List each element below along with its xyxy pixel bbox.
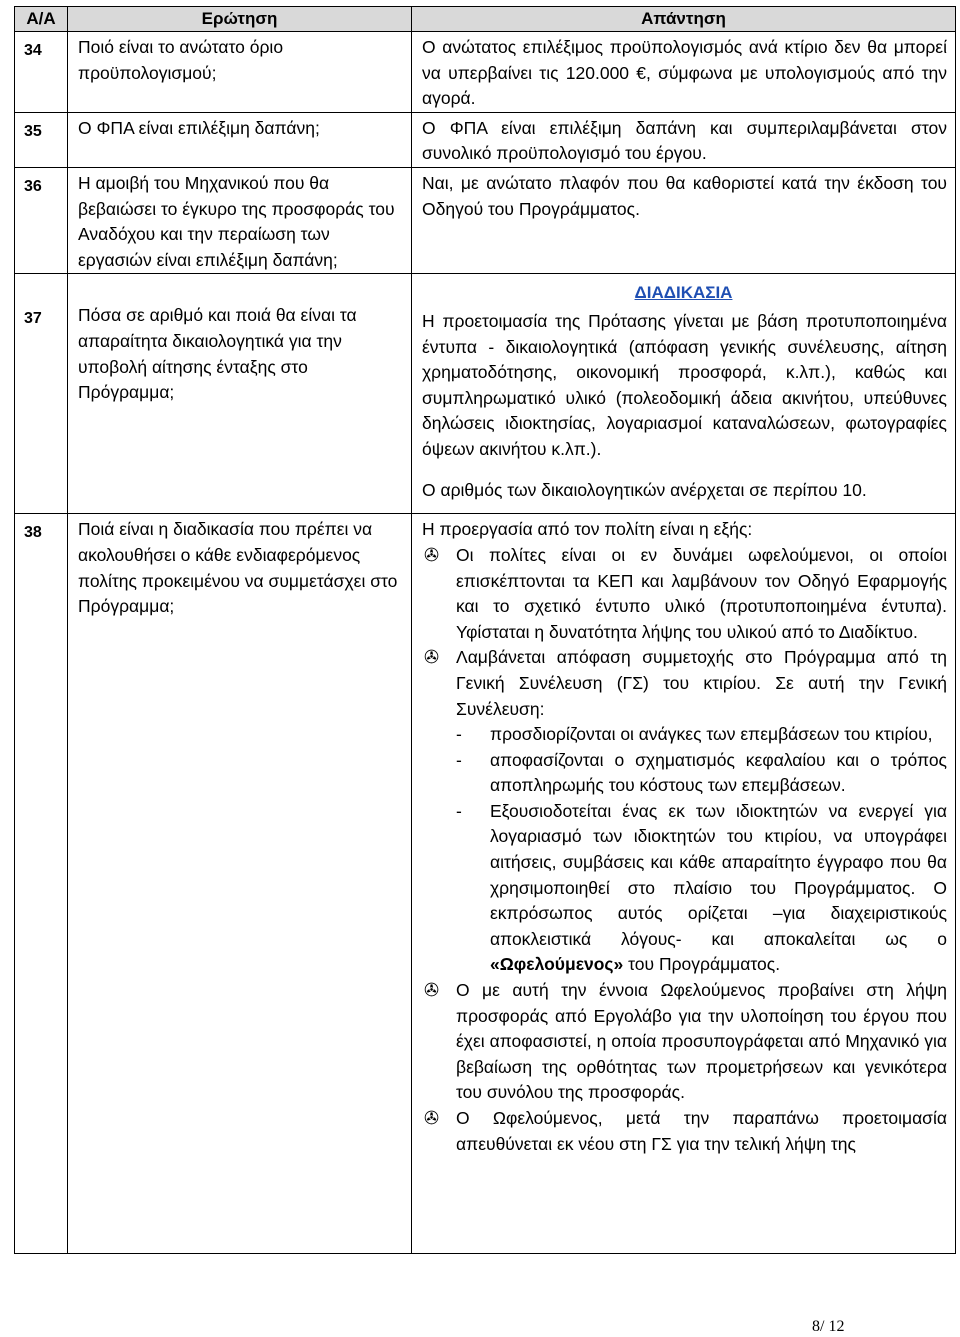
sub-list-item: - Εξουσιοδοτείται ένας εκ των ιδιοκτητών να ενεργεί για λογαριασμό των ιδιοκτητών του κτιρίου, να υπογράφει αιτήσεις, συμβάσεις και κάθε απαραίτητο έγγραφο που θα χρησιμοποιηθεί στο πλαίσιο του Προγράμματος. Ο εκπρόσωπος αυτός ορίζεται –για διαχειριστικούς αποκλειστικά λόγους- και αποκαλείται ως ο «Ωφελούμενος» του Προγράμματος. — [456, 800, 947, 975]
answer-text: Η προετοιμασία της Πρότασης γίνεται με βάση προτυποποιημένα έντυπα - δικαιολογητικά (απόφαση γενικής συνέλευσης, αίτηση χρηματοδότησης, οικονομική προσφορά, κ.λπ.), καθώς και συμπληρωματικό υλικό (πολεοδομική άδεια ακινήτου, υπεύθυνες δηλώσεις ιδιοκτησίας, λογαριασμοί καταναλώσεων, φωτογραφίες όψεων ακινήτου κ.λπ.). — [422, 310, 947, 459]
question-text: Ο ΦΠΑ είναι επιλέξιμη δαπάνη; — [78, 117, 320, 138]
table-row-36 — [15, 167, 956, 273]
list-item: ✇ Ο με αυτή την έννοια Ωφελούμενος προβαίνει στη λήψη προσφοράς από Εργολάβο για την υλοποίηση του έργου που έχει αποφασιστεί, η οποία προσυπογράφεται από Μηχανικό για βεβαίωση της ορθότητας των προμετρήσεων και γενικότερα του συνόλου της προσφοράς. — [424, 980, 947, 1103]
check-bullet-icon: ✇ — [424, 1108, 440, 1128]
faq-table — [14, 6, 956, 1254]
row-number: 38 — [24, 524, 42, 542]
page-number: 8/ 12 — [812, 1318, 845, 1335]
list-item: ✇ Λαμβάνεται απόφαση συμμετοχής στο Πρόγραμμα από τη Γενική Συνέλευση (ΓΣ) του κτιρίου. Σε αυτή την Γενική Συνέλευση: — [424, 647, 947, 719]
question-text: Ποιό είναι το ανώτατο όριο προϋπολογισμού; — [78, 37, 284, 83]
dash-marker: - — [456, 724, 462, 745]
row-number: 34 — [24, 42, 42, 59]
table-row-38 — [15, 514, 956, 1254]
table-header-row — [15, 7, 956, 32]
section-heading: ΔΙΑΔΙΚΑΣΙΑ — [634, 283, 733, 303]
question-text: Η αμοιβή του Μηχανικού που θα βεβαιώσει το έγκυρο της προσφοράς του Αναδόχου και την περαίωση των εργασιών είναι επιλέξιμη δαπάνη; — [78, 172, 395, 270]
check-bullet-icon: ✇ — [424, 544, 440, 565]
beneficiary-term: «Ωφελούμενος» — [490, 954, 624, 975]
dash-marker: - — [456, 800, 462, 821]
check-bullet-icon: ✇ — [424, 980, 440, 1001]
list-item: ✇ Οι πολίτες είναι οι εν δυνάμει ωφελούμενοι, οι οποίοι επισκέπτονται τα ΚΕΠ και λαμβάνουν τον Οδηγό Εφαρμογής και το σχετικό έντυπο υλικό (προτυποποιημένα έντυπα). Υφίσταται η δυνατότητα λήψης του υλικού από το Διαδίκτυο. — [424, 544, 947, 642]
header-num: Α/Α — [15, 7, 68, 32]
table-row-35 — [15, 112, 956, 167]
answer-text: Ναι, με ανώτατο πλαφόν που θα καθοριστεί κατά την έκδοση του Οδηγού του Προγράμματος. — [422, 172, 947, 219]
check-bullet-icon: ✇ — [424, 647, 440, 668]
dash-marker: - — [456, 749, 462, 770]
sub-list-item: - προσδιορίζονται οι ανάγκες των επεμβάσεων του κτιρίου, — [456, 722, 947, 748]
answer-text: Ο ΦΠΑ είναι επιλέξιμη δαπάνη και συμπεριλαμβάνεται στον συνολικό προϋπολογισμό του έργου. — [422, 117, 947, 164]
row-number: 37 — [24, 310, 42, 328]
row-number: 36 — [24, 177, 42, 195]
document-page — [14, 6, 955, 1254]
question-text: Πόσα σε αριθμό και ποιά θα είναι τα απαραίτητα δικαιολογητικά για την υποβολή αίτησης ένταξης στο Πρόγραμμα; — [78, 305, 357, 403]
answer-intro: Η προεργασία από τον πολίτη είναι η εξής: — [422, 519, 753, 540]
header-answer: Απάντηση — [412, 7, 956, 32]
row-number: 35 — [24, 122, 42, 140]
header-question: Ερώτηση — [68, 7, 412, 32]
table-row-37 — [15, 274, 956, 514]
list-item: ✇ Ο Ωφελούμενος, μετά την παραπάνω προετοιμασία απευθύνεται εκ νέου στη ΓΣ για την τελική λήψη της — [424, 1108, 947, 1154]
question-text: Ποιά είναι η διαδικασία που πρέπει να ακολουθήσει ο κάθε ενδιαφερόμενος πολίτης προκειμένου να συμμετάσχει στο Πρόγραμμα; — [78, 519, 398, 617]
answer-count-text: Ο αριθμός των δικαιολογητικών ανέρχεται σε περίπου 10. — [422, 479, 867, 500]
table-row-34 — [15, 32, 956, 113]
answer-text: Ο ανώτατος επιλέξιμος προϋπολογισμός ανά κτίριο δεν θα μπορεί να υπερβαίνει τις 120.000 €, σύμφωνα με υπολογισμούς από την αγορά. — [422, 37, 947, 109]
sub-list-item: - αποφασίζονται ο σχηματισμός κεφαλαίου και ο τρόπος αποπληρωμής του κόστους των επεμβάσεων. — [456, 749, 947, 796]
